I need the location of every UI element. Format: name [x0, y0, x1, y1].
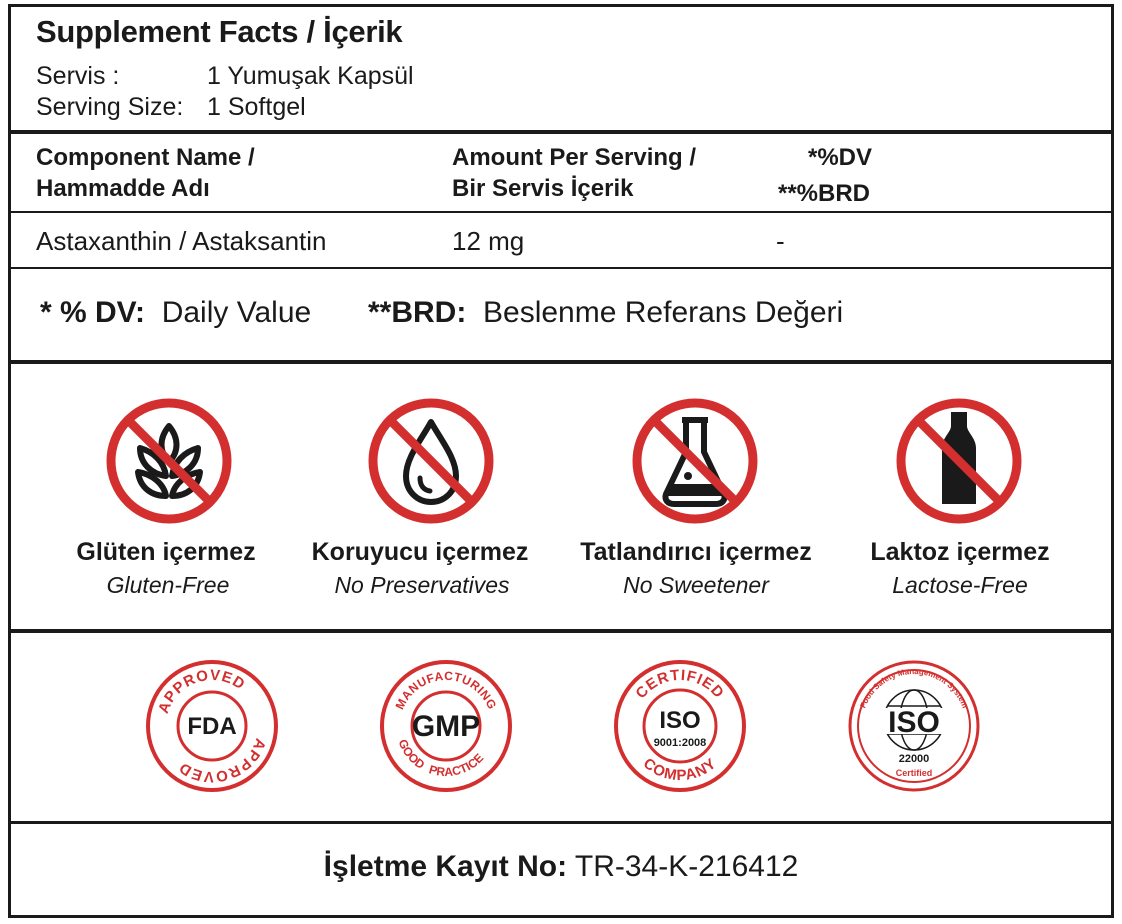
- gluten-free-tr: Glüten içermez: [76, 538, 256, 566]
- gmp-ring-bottom: PRACTICE: [427, 750, 487, 780]
- table-row-dv: -: [776, 226, 785, 256]
- legend-dv: [40, 296, 311, 330]
- svg-text:APPROVED: [155, 667, 248, 716]
- iso9001-ring-top: CERTIFIED: [632, 666, 728, 703]
- divider: [8, 130, 1114, 134]
- legend-brd: [368, 296, 843, 330]
- col-amount-line2: Bir Servis İçerik: [452, 175, 634, 202]
- iso22000-bottom-text: Certified: [895, 768, 933, 778]
- legend-dv-text: Daily Value: [161, 296, 312, 329]
- col-dv-line1: *%DV: [808, 144, 873, 171]
- iso-22000-badge: [846, 658, 982, 794]
- divider: [8, 360, 1114, 364]
- divider: [8, 821, 1114, 824]
- divider: [8, 267, 1114, 269]
- legend-brd-text: Beslenme Referans Değeri: [483, 296, 844, 329]
- serving-en-label: Serving Size:: [36, 93, 184, 121]
- col-component-line1: Component Name /: [36, 144, 255, 171]
- lactose-free-tr: Laktoz içermez: [870, 538, 1050, 566]
- iso9001-code-text: 9001:2008: [653, 737, 707, 749]
- legend-dv-key: * % DV:: [40, 296, 146, 329]
- gmp-badge: [378, 658, 514, 794]
- svg-text:APPROVED: [176, 736, 269, 785]
- no-preservatives-tr: Koruyucu içermez: [311, 538, 529, 566]
- gluten-free-en: Gluten-Free: [106, 572, 230, 598]
- registration-number: [0, 850, 1122, 884]
- fda-approved-badge: [144, 658, 280, 794]
- col-amount-line1: Amount Per Serving /: [452, 144, 697, 171]
- no-preservatives-icon: [366, 396, 496, 526]
- iso9001-center-text: ISO: [659, 707, 701, 734]
- legend-brd-key: **BRD:: [368, 296, 467, 329]
- fda-ring-text-2: APPROVED: [175, 736, 269, 786]
- iso-9001-badge: [612, 658, 748, 794]
- serving-tr-label: Servis :: [36, 62, 120, 90]
- no-preservatives-en: No Preservatives: [334, 572, 510, 598]
- gmp-center-text: GMP: [411, 710, 481, 743]
- gmp-ring-top: MANUFACTURING: [392, 668, 500, 712]
- col-dv-line2: **%BRD: [778, 180, 871, 207]
- iso22000-code-text: 22000: [898, 753, 930, 765]
- col-component-line2: Hammadde Adı: [36, 175, 210, 202]
- svg-text:COMPANY: [640, 755, 720, 784]
- divider: [8, 629, 1114, 633]
- registration-value: TR-34-K-216412: [574, 850, 799, 883]
- no-sweetener-tr: Tatlandırıcı içermez: [580, 538, 812, 566]
- iso22000-ring-top: Food Safety Management System: [858, 666, 970, 710]
- divider: [8, 211, 1114, 213]
- table-row-amount: 12 mg: [452, 226, 525, 256]
- no-lactose-icon: [894, 396, 1024, 526]
- iso22000-center-text: ISO: [888, 706, 940, 739]
- serving-tr-value: 1 Yumuşak Kapsül: [207, 62, 414, 90]
- svg-text:PRACTICE: [427, 751, 486, 779]
- no-sweetener-en: No Sweetener: [623, 572, 769, 598]
- fda-ring-text: APPROVED: [155, 666, 249, 716]
- fda-center-text: FDA: [187, 713, 237, 740]
- no-gluten-icon: [104, 396, 234, 526]
- table-row-name: Astaxanthin / Astaksantin: [36, 226, 327, 256]
- page-title: Supplement Facts / İçerik: [36, 14, 403, 49]
- iso9001-ring-bottom: COMPANY: [639, 754, 721, 785]
- gmp-ring-left: GOOD: [395, 737, 428, 772]
- registration-label: İşletme Kayıt No:: [323, 850, 568, 883]
- serving-en-value: 1 Softgel: [207, 93, 306, 121]
- lactose-free-en: Lactose-Free: [892, 572, 1028, 598]
- no-sweetener-icon: [630, 396, 760, 526]
